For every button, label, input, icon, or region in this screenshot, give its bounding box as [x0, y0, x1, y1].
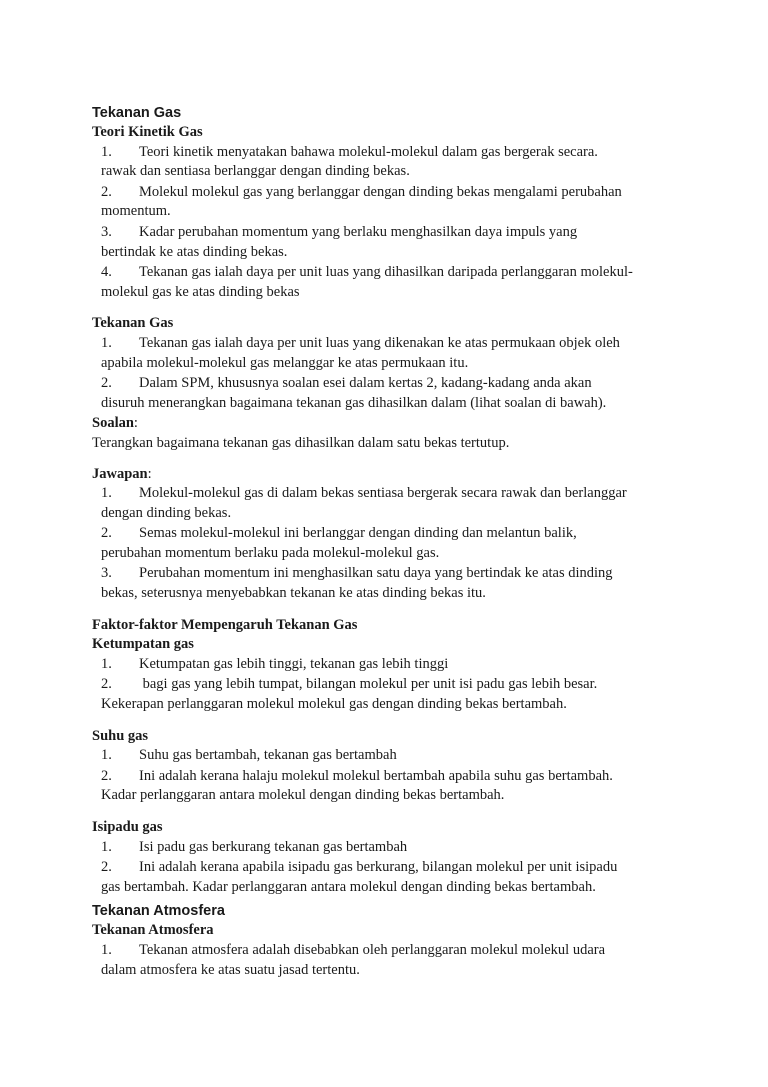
list-item: 2. Ini adalah kerana apabila isipadu gas berkurang, bilangan molekul per unit isipadu gas bertambah. Kadar perlanggaran antara molekul dengan dinding bekas bertambah.	[101, 859, 618, 895]
section-heading-tekanan-gas: Tekanan Gas	[92, 105, 182, 121]
jawapan-label-line: Jawapan:	[92, 465, 152, 482]
subheading-isipadu: Isipadu gas	[92, 819, 163, 835]
subheading-teori-kinetik: Teori Kinetik Gas	[92, 124, 203, 140]
list-item: 2. bagi gas yang lebih tumpat, bilangan molekul per unit isi padu gas lebih besar. Kekerapan perlanggaran molekul molekul gas dengan dinding bekas bertambah.	[101, 676, 598, 713]
soalan-label-line: Soalan:	[92, 415, 138, 432]
list-item: 1. Teori kinetik menyatakan bahawa molekul-molekul dalam gas bergerak secara. rawak dan sentiasa berlanggar dengan dinding bekas.	[101, 143, 598, 180]
list-item: 2. Semas molekul-molekul ini berlanggar dengan dinding dan melantun balik, perubahan momentum berlaku pada molekul-molekul gas.	[101, 525, 577, 561]
list-item: 2. Dalam SPM, khususnya soalan esei dalam kertas 2, kadang-kadang anda akan disuruh menerangkan bagaimana tekanan gas dihasilkan dalam (lihat soalan di bawah).	[101, 375, 607, 411]
jawapan-list	[92, 484, 692, 604]
atmosfera-list	[92, 941, 692, 980]
soalan-label: Soalan	[92, 415, 134, 432]
subheading-tekanan-gas: Tekanan Gas	[92, 315, 174, 332]
kinetic-theory-list	[92, 143, 692, 303]
list-item: 1. Tekanan atmosfera adalah disebabkan oleh perlanggaran molekul molekul udara dalam atmosfera ke atas suatu jasad tertentu.	[101, 941, 606, 978]
list-item: 3. Kadar perubahan momentum yang berlaku menghasilkan daya impuls yang bertindak ke atas dinding bekas.	[101, 223, 578, 260]
soalan-text: Terangkan bagaimana tekanan gas dihasilkan dalam satu bekas tertutup.	[92, 434, 510, 451]
subheading-suhu: Suhu gas	[92, 727, 149, 744]
section-heading-tekanan-atmosfera: Tekanan Atmosfera	[92, 903, 225, 920]
list-item: 3. Perubahan momentum ini menghasilkan satu daya yang bertindak ke atas dinding bekas, seterusnya menyebabkan tekanan ke atas dinding bekas itu.	[101, 565, 613, 602]
subheading-tekanan-atmosfera: Tekanan Atmosfera	[92, 922, 214, 939]
suhu-list	[92, 746, 692, 806]
subheading-faktor: Faktor-faktor Mempengaruh Tekanan Gas	[92, 616, 358, 633]
jawapan-label: Jawapan	[92, 465, 148, 482]
ketumpatan-list	[92, 655, 692, 715]
list-item: 1. Isi padu gas berkurang tekanan gas bertambah	[101, 838, 408, 855]
gas-pressure-list	[92, 334, 692, 413]
list-item: 4. Tekanan gas ialah daya per unit luas yang dihasilkan daripada perlanggaran molekul- molekul gas ke atas dinding bekas	[101, 264, 633, 300]
isipadu-list	[92, 838, 692, 898]
document-page	[92, 104, 692, 981]
list-item: 2. Molekul molekul gas yang berlanggar dengan dinding bekas mengalami perubahan momentum.	[101, 183, 622, 220]
subheading-ketumpatan: Ketumpatan gas	[92, 636, 194, 653]
list-item: 2. Ini adalah kerana halaju molekul molekul bertambah apabila suhu gas bertambah. Kadar perlanggaran antara molekul dengan dinding bekas bertambah.	[101, 767, 613, 804]
list-item: 1. Ketumpatan gas lebih tinggi, tekanan gas lebih tinggi	[101, 655, 449, 672]
list-item: 1. Molekul-molekul gas di dalam bekas sentiasa bergerak secara rawak dan berlanggar dengan dinding bekas.	[101, 485, 627, 521]
list-item: 1. Suhu gas bertambah, tekanan gas bertambah	[101, 747, 397, 764]
list-item: 1. Tekanan gas ialah daya per unit luas yang dikenakan ke atas permukaan objek oleh apabila molekul-molekul gas melanggar ke atas permukaan itu.	[101, 334, 620, 371]
